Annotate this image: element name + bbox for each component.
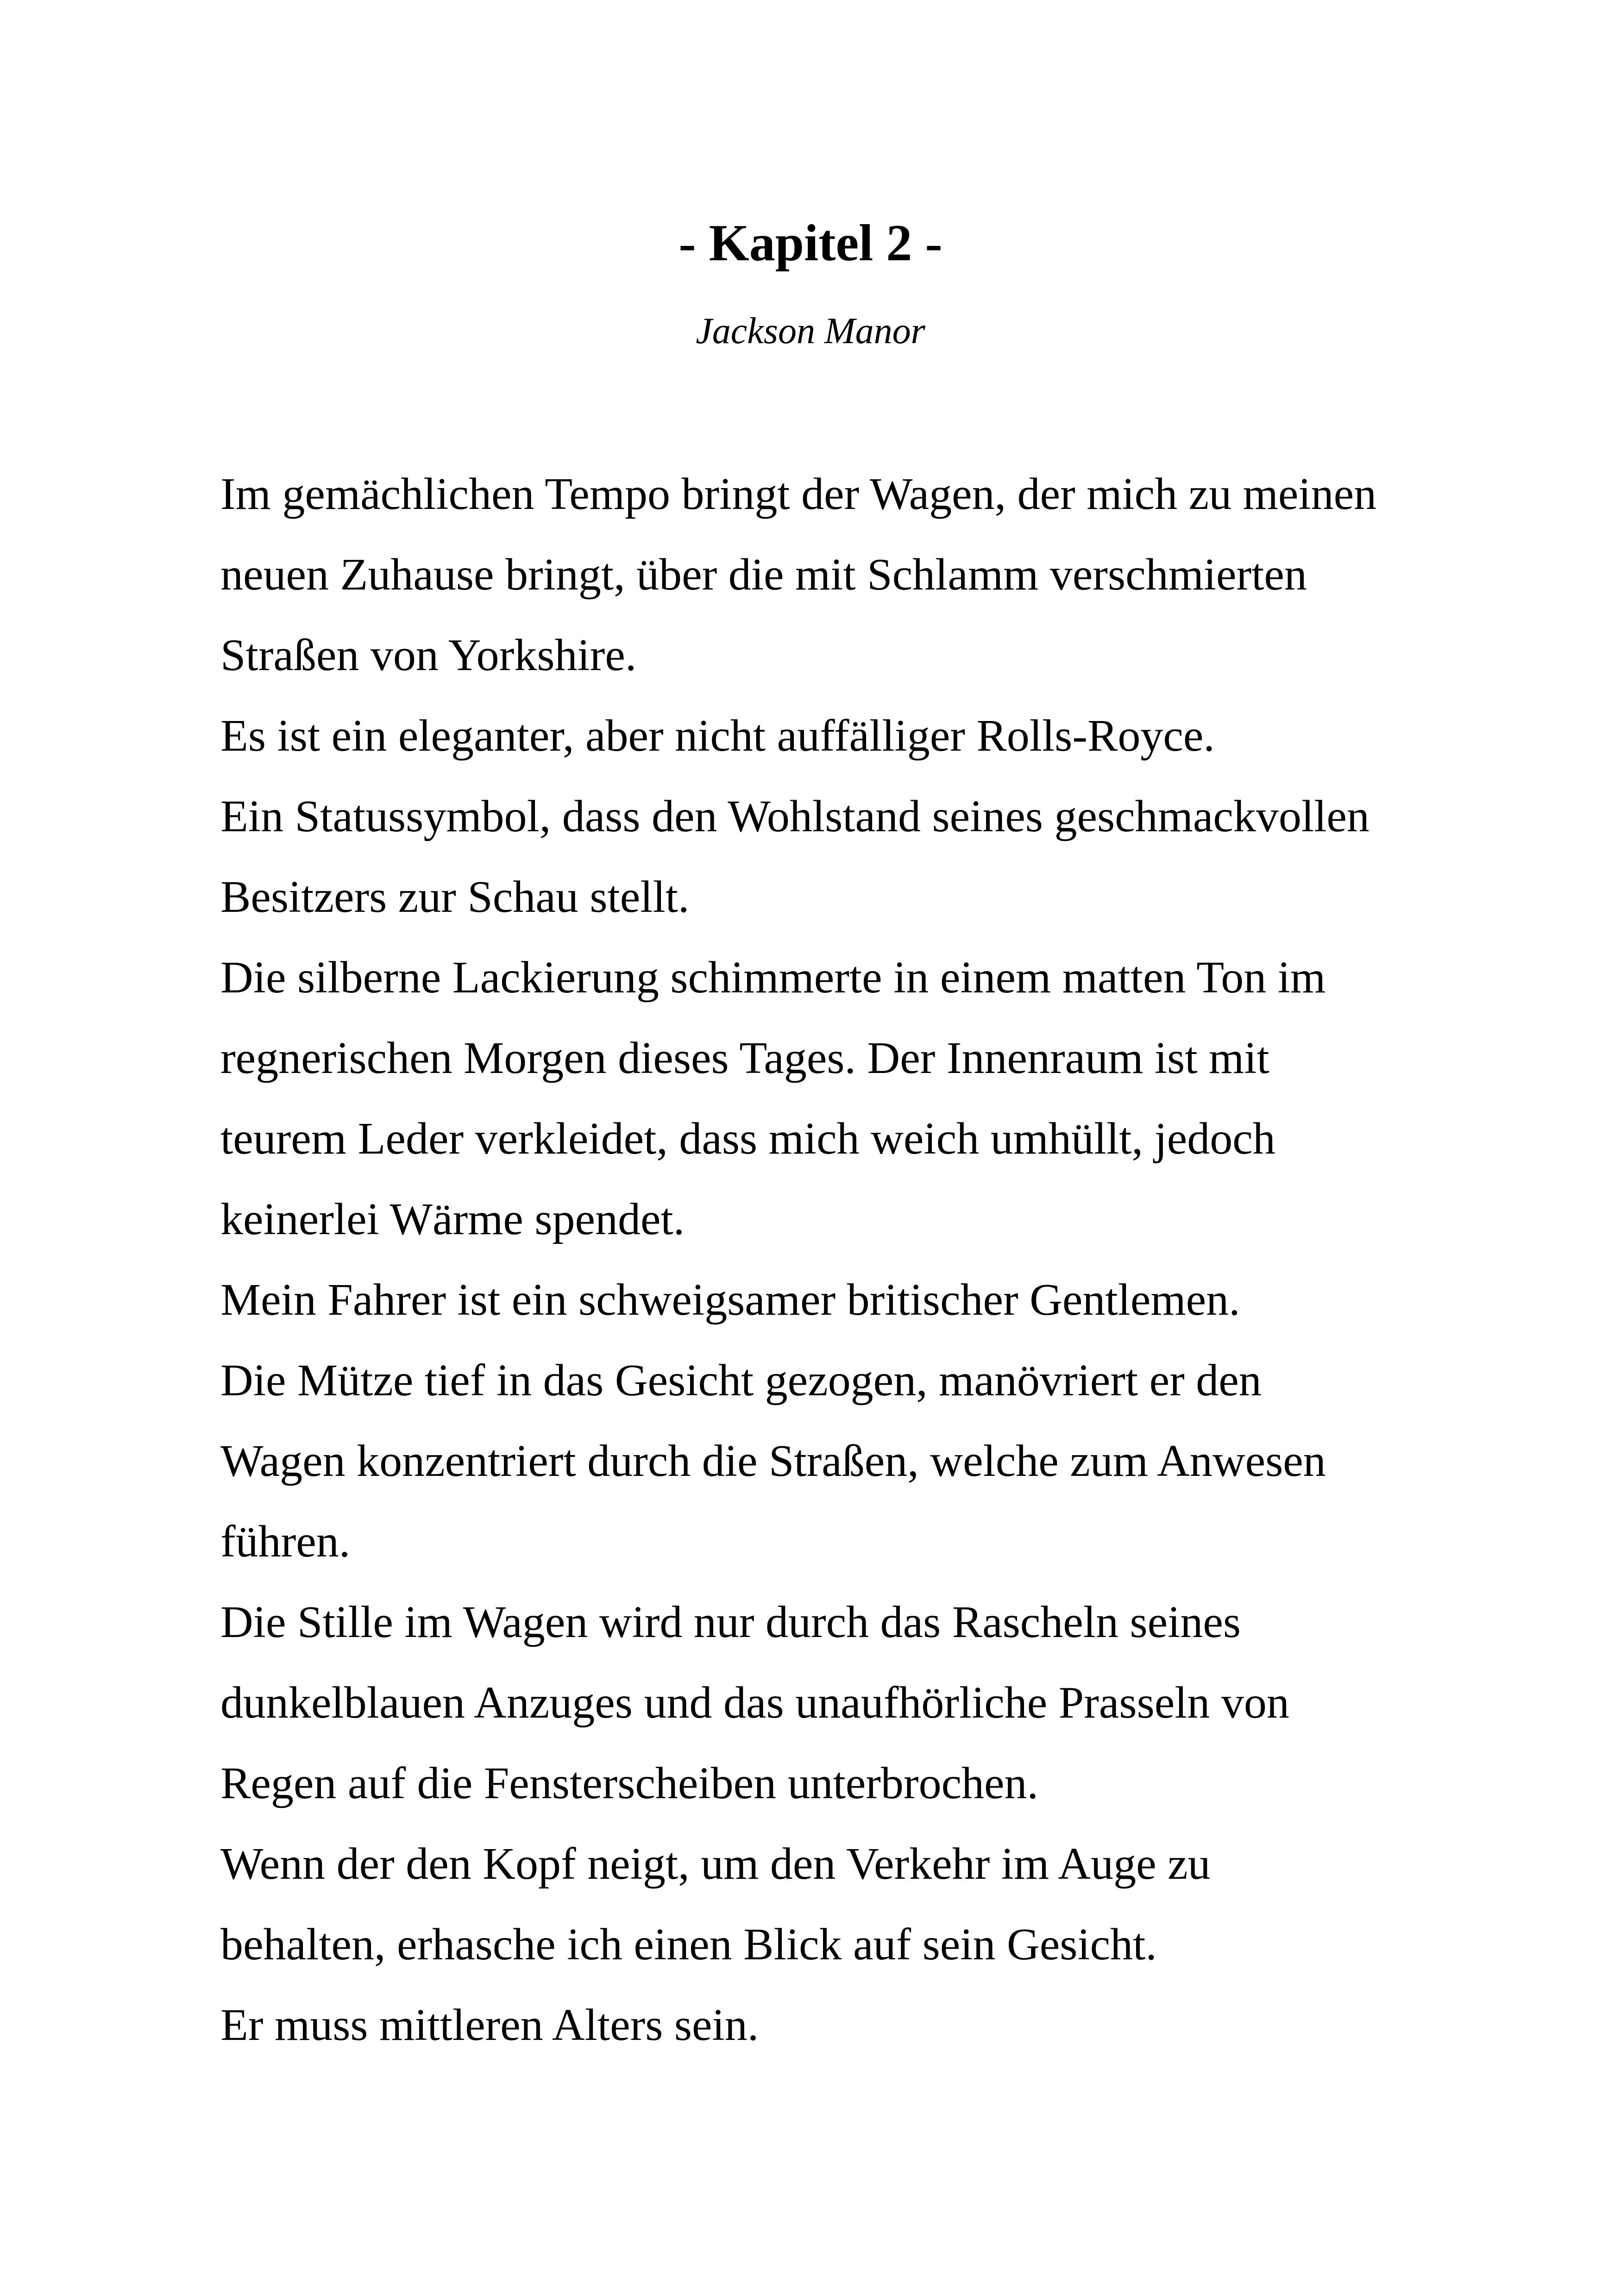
text-line: neuen Zuhause bringt, über die mit Schlamm verschmierten [220,550,1307,600]
chapter-title: - Kapitel 2 - [679,214,942,272]
text-line: Im gemächlichen Tempo bringt der Wagen, der mich zu meinen [220,469,1377,519]
text-line: Die Stille im Wagen wird nur durch das Rascheln seines [220,1597,1241,1647]
text-line: dunkelblauen Anzuges und das unaufhörliche Prasseln von [220,1678,1289,1728]
text-line: Die silberne Lackierung schimmerte in einem matten Ton im [220,953,1326,1003]
text-line: Er muss mittleren Alters sein. [220,2000,759,2050]
text-line: teurem Leder verkleidet, dass mich weich umhüllt, jedoch [220,1114,1275,1164]
text-line: Mein Fahrer ist ein schweigsamer britischer Gentlemen. [220,1275,1240,1325]
text-line: Ein Statussymbol, dass den Wohlstand seines geschmackvollen [220,791,1370,841]
text-line: behalten, erhasche ich einen Blick auf sein Gesicht. [220,1920,1157,1970]
text-line: Besitzers zur Schau stellt. [220,872,690,922]
chapter-subtitle: Jackson Manor [696,311,925,351]
text-line: Regen auf die Fensterscheiben unterbrochen. [220,1758,1039,1808]
text-line: Die Mütze tief in das Gesicht gezogen, manövriert er den [220,1355,1262,1405]
text-line: regnerischen Morgen dieses Tages. Der Innenraum ist mit [220,1033,1269,1083]
text-line: Straßen von Yorkshire. [220,630,637,680]
text-line: keinerlei Wärme spendet. [220,1194,685,1244]
body-text [220,454,1471,2065]
text-line: Wagen konzentriert durch die Straßen, welche zum Anwesen [220,1436,1326,1486]
text-line: führen. [220,1517,351,1567]
text-line: Wenn der den Kopf neigt, um den Verkehr im Auge zu [220,1839,1211,1889]
text-line: Es ist ein eleganter, aber nicht auffälliger Rolls-Royce. [220,711,1215,761]
